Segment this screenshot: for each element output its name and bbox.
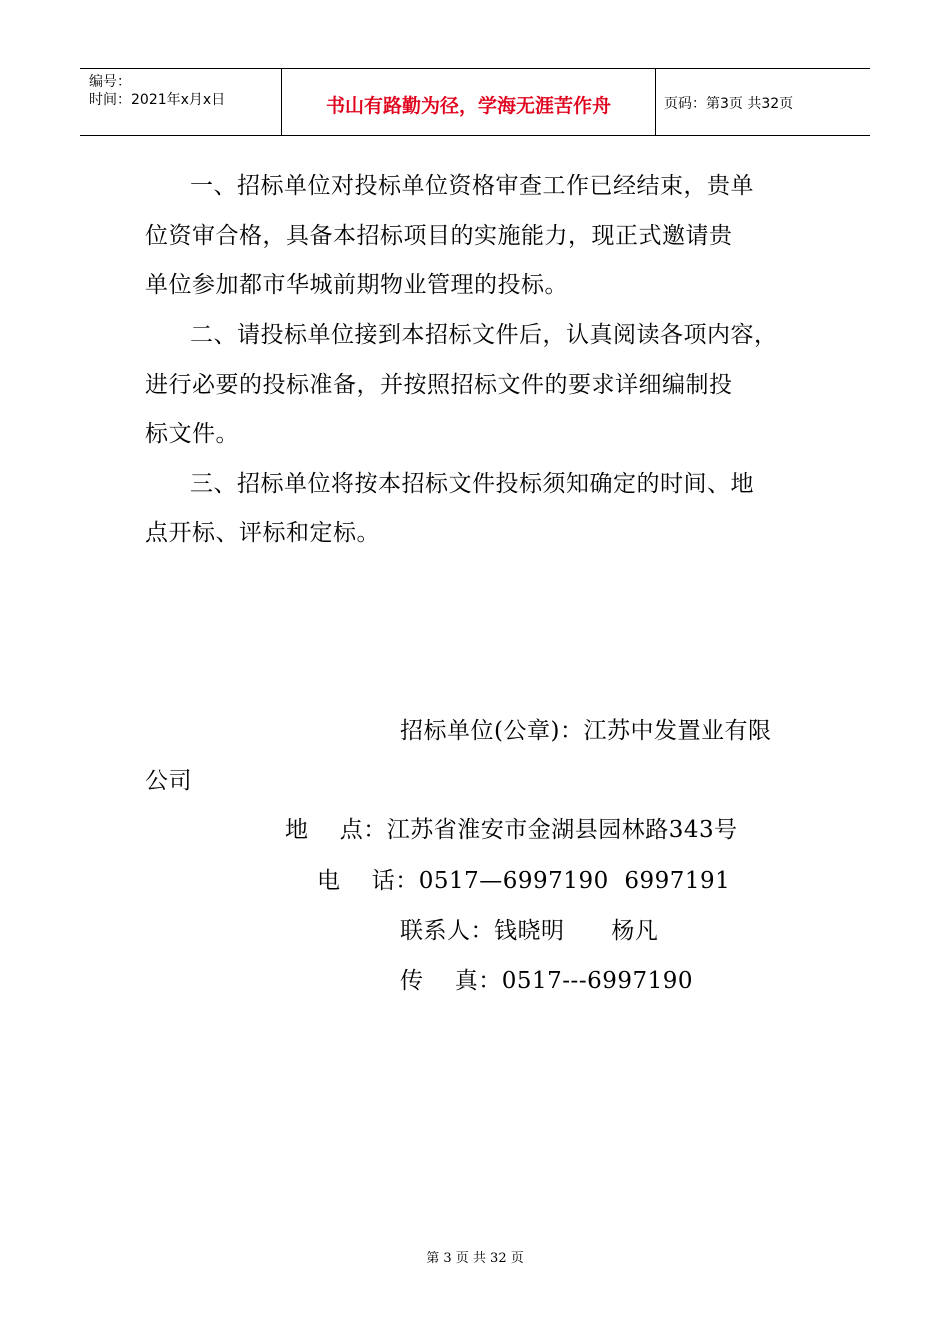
paragraph-2-line-2: 进行必要的投标准备，并按照招标文件的要求详细编制投 [145, 372, 733, 398]
header-middle-cell [281, 69, 656, 135]
paragraph-1-line-3: 单位参加都市华城前期物业管理的投标。 [145, 272, 568, 298]
header-right-cell [655, 69, 870, 135]
paragraph-2-line-3: 标文件。 [145, 421, 239, 447]
paragraph-3-line-1: 三、招标单位将按本招标文件投标须知确定的时间、地 [190, 471, 754, 497]
address-line: 地 点：江苏省淮安市金湖县园林路343号 [285, 817, 738, 843]
phone-line: 电 话：0517—6997190 6997191 [317, 868, 731, 894]
document-time-label: 时间：2021年x月x日 [89, 92, 226, 108]
issuer-line-1: 招标单位(公章)：江苏中发置业有限 [400, 718, 772, 744]
header-page-info: 页码：第3页 共32页 [664, 96, 794, 112]
document-number-label: 编号： [89, 74, 131, 90]
contact-line: 联系人：钱晓明 杨凡 [400, 918, 659, 944]
page-header [80, 68, 870, 136]
paragraph-2-line-1: 二、请投标单位接到本招标文件后，认真阅读各项内容， [190, 322, 778, 348]
header-left-cell [80, 69, 281, 135]
header-motto: 书山有路勤为径，学海无涯苦作舟 [325, 95, 611, 117]
paragraph-1-line-2: 位资审合格，具备本招标项目的实施能力，现正式邀请贵 [145, 223, 733, 249]
paragraph-1-line-1: 一、招标单位对投标单位资格审查工作已经结束，贵单 [190, 173, 754, 199]
page-footer: 第 3 页 共 32 页 [426, 1251, 524, 1266]
paragraph-3-line-2: 点开标、评标和定标。 [145, 520, 380, 546]
issuer-line-2: 公司 [145, 768, 192, 794]
fax-line: 传 真：0517---6997190 [400, 968, 694, 994]
